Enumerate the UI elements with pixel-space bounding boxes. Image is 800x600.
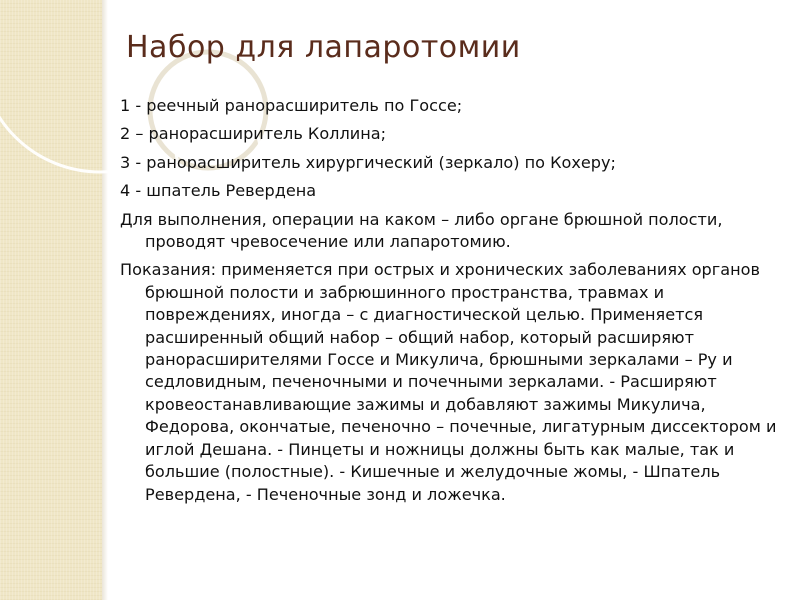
- list-item: 2 – ранорасширитель Коллина;: [120, 124, 387, 144]
- indications-paragraph: Показания: применяется при острых и хронических заболеваниях органов брюшной полости и забрюшинного пространства, травмах и повреждениях, иногда – с диагностической целью. Применяется расширенный общий набор – общий набор, который расширяют ранорасширителями Госсе и Микулича, брюшными зеркалами – Ру и седловидным, печеночными и почечными зеркалами. - Расширяют кровеостанавливающие зажимы и добавляют зажимы Микулича, Федорова, окончатые, печеночно – почечные, лигатурным диссектором и иглой Дешана. - Пинцеты и ножницы должны быть как малые, так и большие (полостные). - Кишечные и желудочные жомы, - Шпатель Ревердена, - Печеночные зонд и ложечка.: [120, 260, 777, 504]
- slide-content: [120, 95, 780, 512]
- slide-title: Набор для лапаротомии: [126, 30, 521, 65]
- list-item: 3 - ранорасширитель хирургический (зеркало) по Кохеру;: [120, 152, 616, 172]
- description-paragraph: Для выполнения, операции на каком – либо органе брюшной полости, проводят чревосечение или лапаротомию.: [120, 209, 723, 252]
- list-item: 1 - реечный ранорасширитель по Госсе;: [120, 96, 463, 115]
- list-item: 4 - шпатель Ревердена: [120, 181, 317, 201]
